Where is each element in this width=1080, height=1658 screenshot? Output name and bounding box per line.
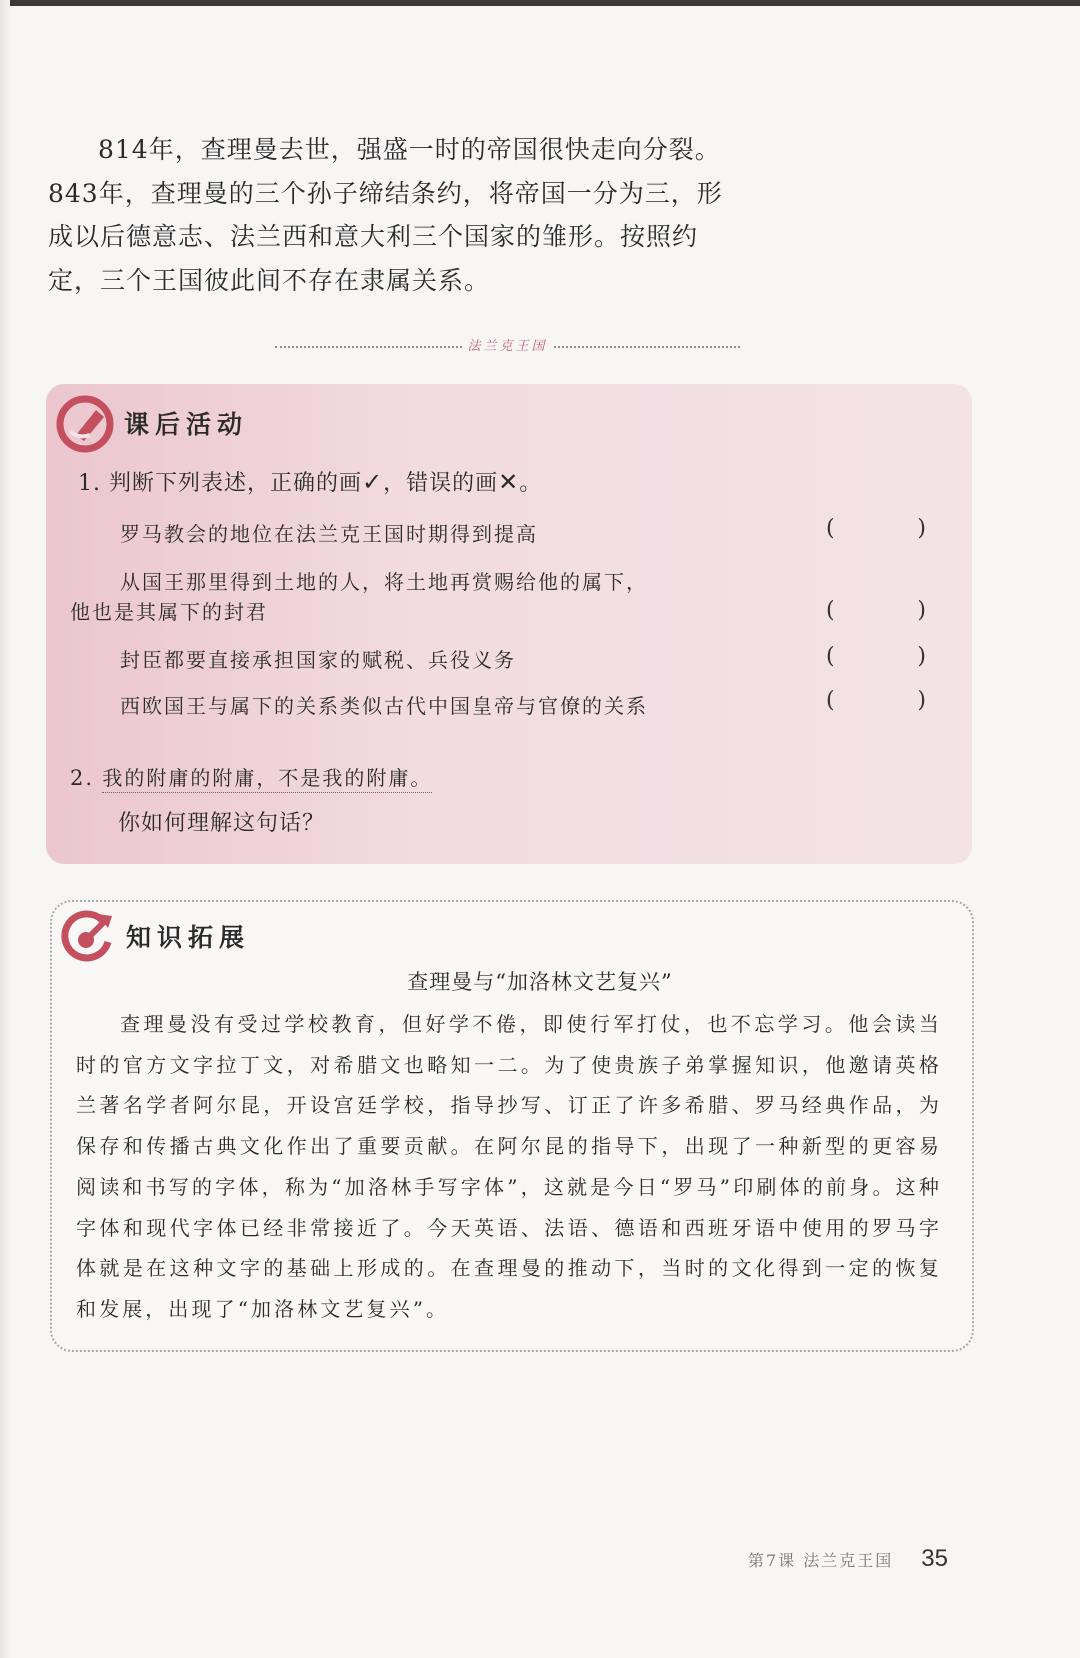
answer-blank-3[interactable] [826, 644, 926, 669]
paren-open: ( [826, 516, 835, 541]
page-footer [748, 1545, 948, 1573]
statement-2-line-2: 他也是其属下的封君 [70, 600, 268, 624]
page-number: 35 [921, 1545, 948, 1572]
statement-2-line-1: 从国王那里得到土地的人，将土地再赏赐给他的属下， [120, 570, 648, 594]
check-mark-icon: ✓ [361, 468, 384, 496]
paren-open: ( [826, 688, 835, 713]
statement-4: 西欧国王与属下的关系类似古代中国皇帝与官僚的关系 [120, 694, 648, 718]
answer-blank-2[interactable] [826, 598, 926, 623]
article-body [76, 1004, 942, 1330]
divider-dots-left [275, 346, 462, 348]
article-paragraph: 查理曼没有受过学校教育，但好学不倦，即使行军打仗，也不忘学习。他会读当时的官方文字拉丁文，对希腊文也略知一二。为了使贵族子弟掌握知识，他邀请英格兰著名学者阿尔昆，开设宫廷学校，指导抄写、订正了许多希腊、罗马经典作品，为保存和传播古典文化作出了重要贡献。在阿尔昆的指导下，出现了一种新型的更容易阅读和书写的字体，称为“加洛林手写字体”，这就是今日“罗马”印刷体的前身。这种字体和现代字体已经非常接近了。今天英语、法语、德语和西班牙语中使用的罗马字体就是在这种文字的基础上形成的。在查理曼的推动下，当时的文化得到一定的恢复和发展，出现了“加洛林文艺复兴”。 [76, 1012, 942, 1321]
paren-open: ( [826, 644, 835, 669]
divider-dots-right [554, 346, 741, 348]
question-1-prompt [78, 466, 542, 497]
page-binding-shadow [0, 0, 10, 1658]
q1-middle: ，错误的画 [383, 471, 499, 496]
statement-1: 罗马教会的地位在法兰克王国时期得到提高 [120, 522, 538, 546]
q2-number: 2. [70, 766, 95, 790]
paren-open: ( [826, 598, 835, 623]
activity-title: 课后活动 [124, 410, 249, 439]
q2-question: 你如何理解这句话？ [118, 811, 326, 836]
divider-label: 法兰克王国 [467, 338, 548, 354]
statement-3: 封臣都要直接承担国家的赋税、兵役义务 [120, 648, 516, 672]
section-divider [275, 332, 740, 356]
article-title: 查理曼与“加洛林文艺复兴” [407, 970, 673, 994]
answer-blank-1[interactable] [826, 516, 926, 541]
paren-close: ) [917, 516, 926, 541]
q1-prefix: 1. 判断下列表述，正确的画 [78, 471, 362, 496]
paren-close: ) [917, 644, 926, 669]
question-2 [70, 762, 432, 791]
q2-quote: 我的附庸的附庸，不是我的附庸。 [102, 766, 432, 793]
knowledge-header [58, 908, 250, 964]
paren-close: ) [917, 688, 926, 713]
activity-header [56, 395, 248, 451]
pen-check-icon [56, 395, 112, 451]
answer-blank-4[interactable] [826, 688, 926, 713]
refresh-arrow-icon [58, 908, 114, 964]
intro-paragraph: 814年，查理曼去世，强盛一时的帝国很快走向分裂。843年，查理曼的三个孙子缔结条约，将帝国一分为三，形成以后德意志、法兰西和意大利三个国家的雏形。按照约定，三个王国彼此间不存在隶属关系。 [48, 135, 723, 295]
intro-text [48, 128, 748, 302]
lesson-label: 第7课 法兰克王国 [748, 1551, 894, 1570]
paren-close: ) [917, 598, 926, 623]
cross-mark-icon: ✕ [498, 468, 520, 496]
knowledge-title: 知识拓展 [126, 923, 251, 952]
page-top-edge [0, 0, 1080, 6]
q1-suffix: 。 [519, 471, 543, 496]
